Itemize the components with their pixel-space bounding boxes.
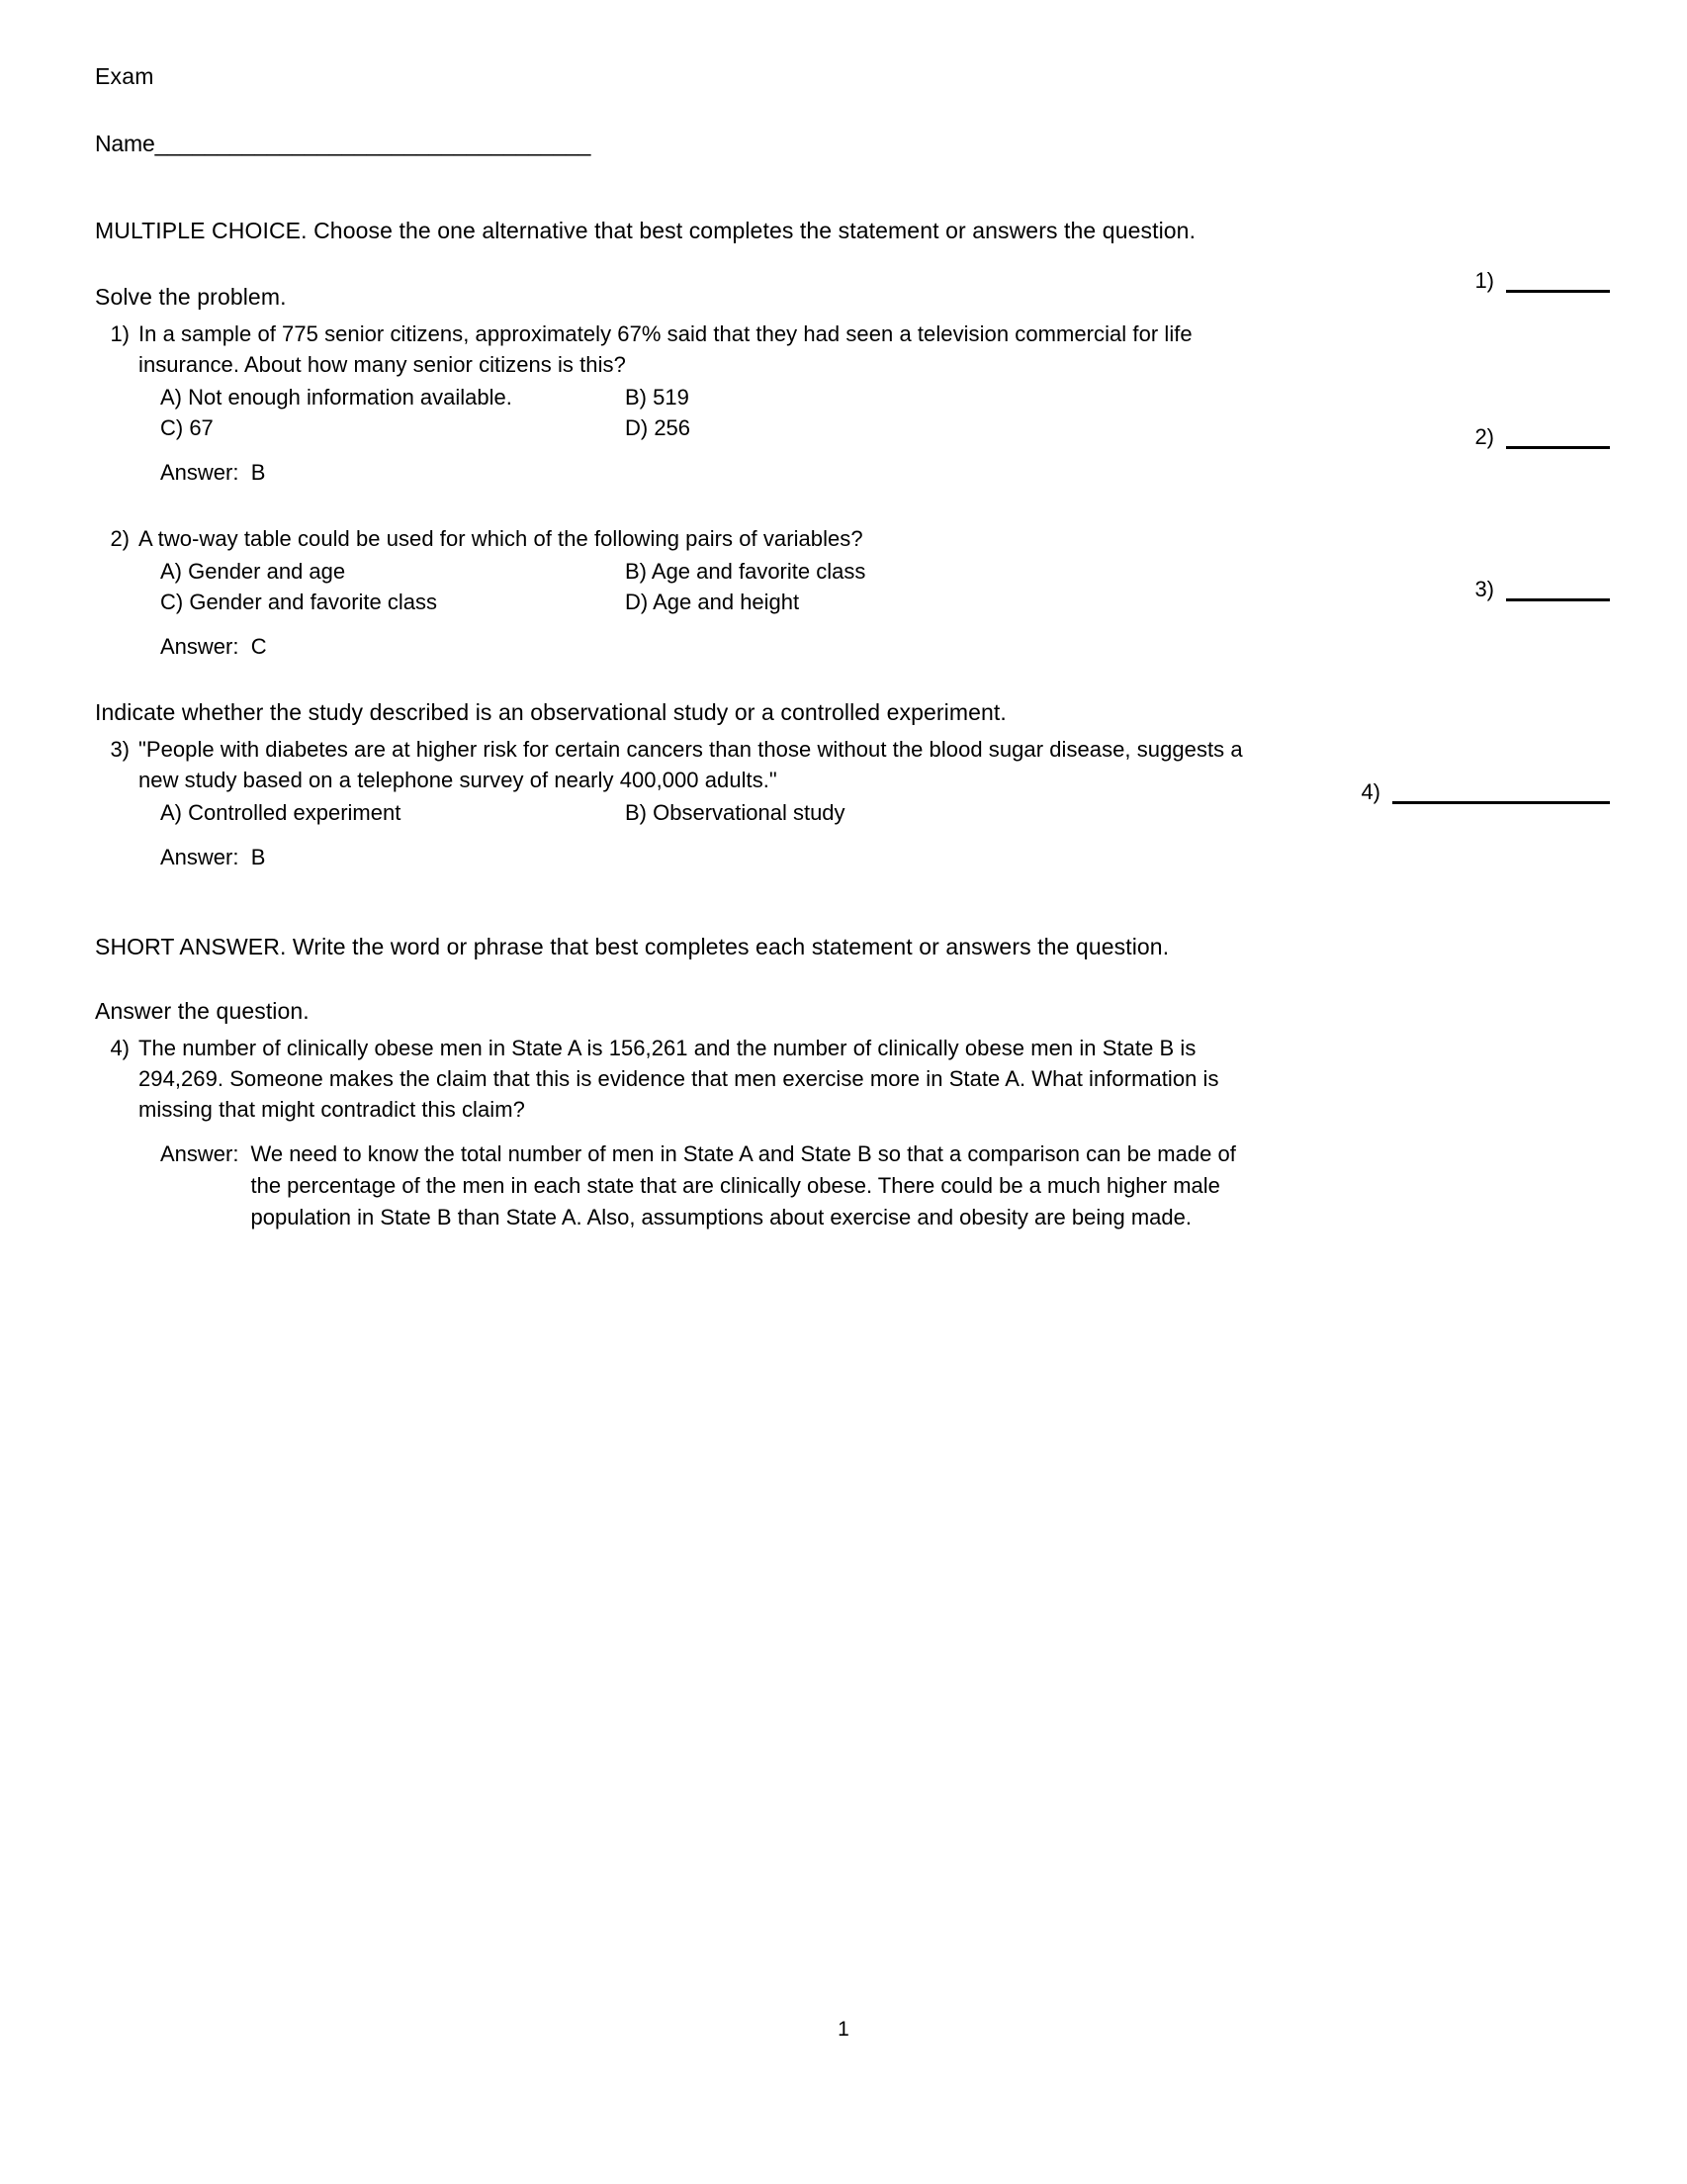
response-blank-1-number: 1): [1474, 268, 1494, 293]
question-1-body: [138, 318, 1610, 488]
question-2-answer: [160, 631, 1610, 662]
question-2-choice-d[interactable]: D) Age and height: [625, 590, 800, 614]
choice-row: [160, 382, 1610, 412]
question-1-number: 1): [110, 321, 130, 346]
question-3-choice-a[interactable]: A) Controlled experiment: [160, 800, 401, 825]
page-title: Exam: [95, 63, 154, 89]
question-4-stem: The number of clinically obese men in State A is 156,261 and the number of clinically obese men in State B is 294,269. Someone makes the claim that this is evidence that men exercise more in State A. What information is missing that might contradict this claim?: [138, 1036, 1219, 1122]
response-blank-4-rule[interactable]: [1392, 801, 1610, 804]
question-1: [95, 318, 1610, 488]
choice-row: [160, 412, 1610, 443]
response-blank-3-rule[interactable]: [1506, 598, 1610, 601]
question-2-number: 2): [110, 526, 130, 551]
question-4-answer: [160, 1138, 1610, 1233]
page-number: 1: [838, 2018, 849, 2041]
name-blank-rule[interactable]: ___________________________________: [154, 131, 591, 156]
question-3-answer-label: Answer:: [160, 845, 239, 869]
question-3-answer-value: B: [250, 845, 266, 869]
question-2-choice-b[interactable]: B) Age and favorite class: [625, 559, 866, 584]
multiple-choice-directions: MULTIPLE CHOICE. Choose the one alternative that best completes the statement or answers the question.: [95, 218, 1197, 243]
question-2-body: [138, 523, 1610, 662]
response-blank-2-number: 2): [1474, 424, 1494, 449]
question-3-choice-b[interactable]: B) Observational study: [625, 800, 845, 825]
question-1-choice-b[interactable]: B) 519: [625, 385, 689, 410]
response-blank-3[interactable]: [1474, 574, 1610, 604]
question-2-choices: [160, 556, 1610, 617]
question-2-row: [95, 523, 1610, 662]
question-3-number: 3): [110, 737, 130, 762]
response-blank-2[interactable]: [1474, 421, 1610, 452]
response-blank-1-rule[interactable]: [1506, 290, 1610, 293]
name-field-row: [95, 129, 1610, 158]
question-2-choice-a[interactable]: A) Gender and age: [160, 559, 346, 584]
question-1-stem: In a sample of 775 senior citizens, approximately 67% said that they had seen a television commercial for life insurance. About how many senior citizens is this?: [138, 321, 1193, 377]
question-1-answer: [160, 457, 1610, 488]
question-1-answer-value: B: [250, 460, 266, 485]
response-blank-1[interactable]: [1474, 265, 1610, 296]
question-2-stem: A two-way table could be used for which of the following pairs of variables?: [138, 526, 863, 551]
response-blank-4-number: 4): [1361, 779, 1380, 804]
question-4-answer-text: We need to know the total number of men in State A and State B so that a comparison can be made of the percentage of the men in each state that are clinically obese. There could be a much higher male population in State B than State A. Also, assumptions about exercise and obesity are being made.: [250, 1141, 1236, 1229]
response-blank-3-number: 3): [1474, 577, 1494, 601]
question-1-choice-a[interactable]: A) Not enough information available.: [160, 385, 512, 410]
question-2-answer-label: Answer:: [160, 634, 239, 659]
response-blank-2-rule[interactable]: [1506, 446, 1610, 449]
question-4-body: [138, 1033, 1610, 1233]
group-title-answer-the-question: Answer the question.: [95, 998, 310, 1024]
response-blank-4[interactable]: [1361, 776, 1610, 807]
question-1-choice-c[interactable]: C) 67: [160, 415, 214, 440]
question-2-answer-value: C: [250, 634, 267, 659]
question-4-number: 4): [110, 1036, 130, 1060]
question-1-choices: [160, 382, 1610, 443]
question-2-choice-c[interactable]: C) Gender and favorite class: [160, 590, 438, 614]
name-label: Name: [95, 131, 155, 156]
group-title-solve-the-problem: Solve the problem.: [95, 284, 287, 310]
question-1-choice-d[interactable]: D) 256: [625, 415, 691, 440]
group-title-observational-study: Indicate whether the study described is an observational study or a controlled experiment.: [95, 699, 1007, 725]
choice-row: [160, 556, 1610, 587]
question-4-row: [95, 1033, 1610, 1233]
question-3-answer: [160, 842, 1610, 872]
question-4-answer-label: Answer:: [160, 1141, 239, 1166]
short-answer-directions: SHORT ANSWER. Write the word or phrase that best completes each statement or answers the question.: [95, 934, 1170, 959]
question-1-row: [95, 318, 1610, 488]
question-1-answer-label: Answer:: [160, 460, 239, 485]
question-4: [95, 1033, 1610, 1233]
question-3-stem: "People with diabetes are at higher risk for certain cancers than those without the blood sugar disease, suggests a new study based on a telephone survey of nearly 400,000 adults.": [138, 737, 1243, 792]
question-2: [95, 523, 1610, 662]
choice-row: [160, 587, 1610, 617]
